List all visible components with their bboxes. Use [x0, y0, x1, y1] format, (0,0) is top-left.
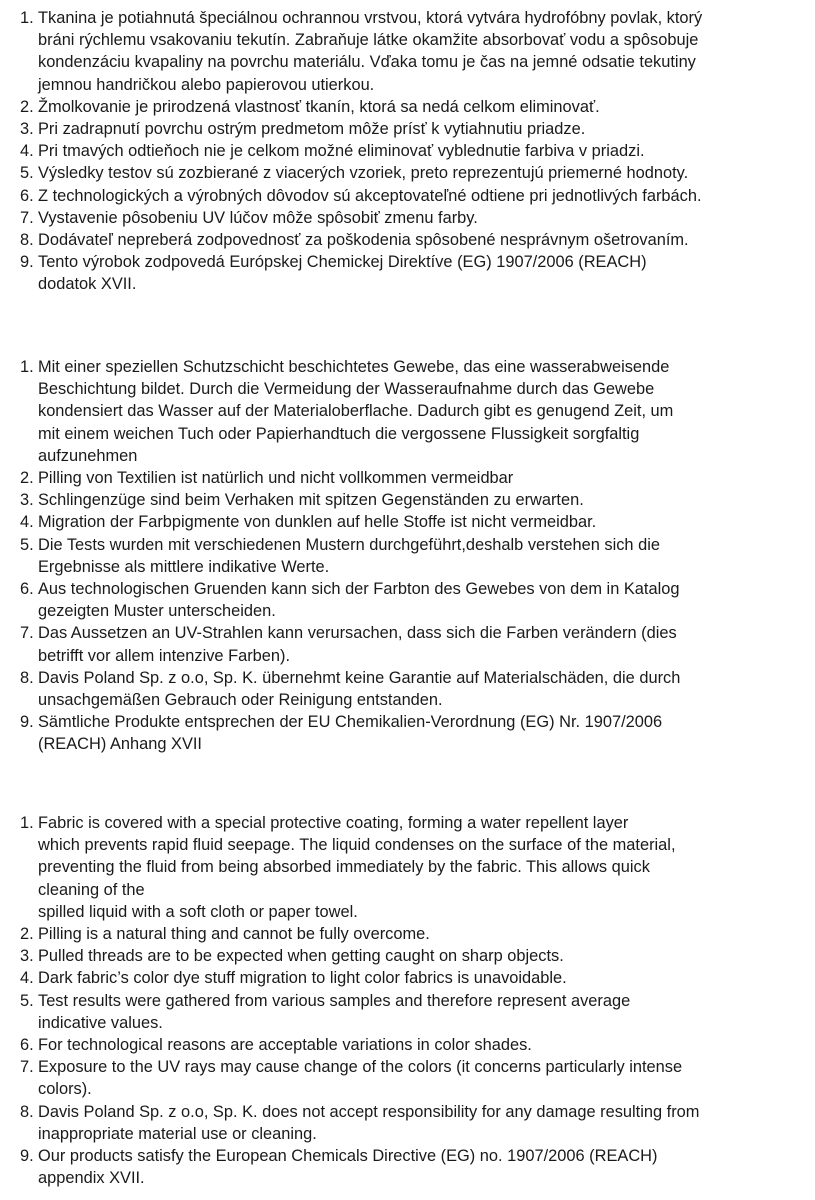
item-text-line: cleaning of the	[38, 880, 145, 899]
item-text	[38, 511, 815, 533]
item-text	[38, 1034, 815, 1056]
item-number: 6.	[20, 580, 34, 599]
list-item	[0, 1145, 815, 1189]
item-text-line: Schlingenzüge sind beim Verhaken mit spitzen Gegenständen zu erwarten.	[38, 491, 584, 510]
english-section	[0, 812, 815, 1189]
item-text-line: Pilling von Textilien ist natürlich und nicht vollkommen vermeidbar	[38, 469, 514, 488]
item-number: 1.	[20, 9, 34, 27]
item-text	[38, 185, 815, 207]
list-item	[0, 356, 815, 467]
item-text-line: Dodávateľ nepreberá zodpovednosť za poškodenia spôsobené nesprávnym ošetrovaním.	[38, 231, 689, 250]
item-text-line: Mit einer speziellen Schutzschicht beschichtetes Gewebe, das eine wasserabweisende	[38, 358, 670, 376]
item-number: 5.	[20, 535, 34, 554]
item-text-line: Dark fabric’s color dye stuff migration to light color fabrics is unavoidable.	[38, 969, 567, 988]
list-item	[0, 1101, 815, 1145]
item-text-line: inappropriate material use or cleaning.	[38, 1124, 317, 1143]
list-item	[0, 967, 815, 989]
item-number: 3.	[20, 491, 34, 510]
slovak-section	[0, 7, 815, 296]
item-number: 3.	[20, 120, 34, 139]
item-text	[38, 534, 815, 578]
item-number: 9.	[20, 713, 34, 732]
item-text	[38, 711, 815, 755]
item-text-line: preventing the fluid from being absorbed immediately by the fabric. This allows quick	[38, 858, 650, 877]
list-item	[0, 140, 815, 162]
item-text-line: Vystavenie pôsobeniu UV lúčov môže spôsobiť zmenu farby.	[38, 208, 478, 227]
item-text-line: Davis Poland Sp. z o.o, Sp. K. does not accept responsibility for any damage resulting from	[38, 1102, 700, 1121]
list-item	[0, 622, 815, 666]
item-text-line: colors).	[38, 1080, 92, 1099]
list-item	[0, 945, 815, 967]
item-text-line: Pulled threads are to be expected when getting caught on sharp objects.	[38, 947, 564, 966]
item-text-line: Pilling is a natural thing and cannot be fully overcome.	[38, 925, 430, 944]
item-text	[38, 812, 815, 923]
item-text	[38, 990, 815, 1034]
item-text-line: Exposure to the UV rays may cause change of the colors (it concerns particularly intense	[38, 1058, 683, 1077]
list-item	[0, 667, 815, 711]
item-text-line: jemnou handričkou alebo papierovou utierkou.	[38, 75, 375, 94]
list-item	[0, 1056, 815, 1100]
item-text	[38, 923, 815, 945]
item-number: 6.	[20, 1036, 34, 1055]
item-number: 4.	[20, 142, 34, 161]
list-item	[0, 185, 815, 207]
item-text	[38, 489, 815, 511]
item-text-line: aufzunehmen	[38, 446, 138, 465]
item-text-line: Ergebnisse als mittlere indikative Werte.	[38, 557, 330, 576]
item-text-line: mit einem weichen Tuch oder Papierhandtuch die vergossene Flussigkeit sorgfaltig	[38, 424, 640, 443]
item-text	[38, 1101, 815, 1145]
list-item	[0, 467, 815, 489]
item-text-line: betrifft vor allem intenzive Farben).	[38, 646, 291, 665]
item-text	[38, 667, 815, 711]
item-text	[38, 207, 815, 229]
item-text	[38, 578, 815, 622]
item-number: 8.	[20, 1102, 34, 1121]
slovak-care-list	[0, 7, 815, 296]
item-number: 4.	[20, 513, 34, 532]
item-text	[38, 7, 815, 96]
item-text-line: Beschichtung bildet. Durch die Vermeidung der Wasseraufnahme durch das Gewebe	[38, 380, 655, 399]
item-text-line: kondensiert das Wasser auf der Materialoberflache. Dadurch gibt es genugend Zeit, um	[38, 402, 674, 421]
item-number: 4.	[20, 969, 34, 988]
item-text-line: Výsledky testov sú zozbierané z viacerých vzoriek, preto reprezentujú priemerné hodnoty.	[38, 164, 689, 183]
item-number: 1.	[20, 814, 34, 832]
list-item	[0, 534, 815, 578]
item-text	[38, 622, 815, 666]
item-text	[38, 229, 815, 251]
item-number: 7.	[20, 1058, 34, 1077]
item-text-line: Fabric is covered with a special protective coating, forming a water repellent layer	[38, 814, 629, 832]
item-text	[38, 251, 815, 295]
item-text-line: Aus technologischen Gruenden kann sich der Farbton des Gewebes von dem in Katalog	[38, 580, 680, 599]
item-number: 8.	[20, 668, 34, 687]
item-text-line: Pri tmavých odtieňoch nie je celkom možné eliminovať vyblednutie farbiva v priadzi.	[38, 142, 645, 161]
item-text-line: which prevents rapid fluid seepage. The liquid condenses on the surface of the material,	[38, 836, 676, 855]
item-text-line: spilled liquid with a soft cloth or paper towel.	[38, 902, 358, 921]
item-text-line: unsachgemäßen Gebrauch oder Reinigung entstanden.	[38, 691, 443, 710]
list-item	[0, 711, 815, 755]
list-item	[0, 229, 815, 251]
list-item	[0, 162, 815, 184]
item-text	[38, 945, 815, 967]
item-text	[38, 118, 815, 140]
item-text-line: Test results were gathered from various samples and therefore represent average	[38, 991, 631, 1010]
list-item	[0, 96, 815, 118]
item-number: 5.	[20, 991, 34, 1010]
item-text-line: Tento výrobok zodpovedá Európskej Chemickej Direktíve (EG) 1907/2006 (REACH)	[38, 253, 647, 272]
item-text	[38, 967, 815, 989]
item-text	[38, 162, 815, 184]
german-section	[0, 356, 815, 756]
list-item	[0, 990, 815, 1034]
item-text-line: Migration der Farbpigmente von dunklen auf helle Stoffe ist nicht vermeidbar.	[38, 513, 597, 532]
item-text-line: gezeigten Muster unterscheiden.	[38, 602, 276, 621]
item-text	[38, 96, 815, 118]
german-care-list	[0, 356, 815, 756]
item-number: 3.	[20, 947, 34, 966]
item-text-line: bráni rýchlemu vsakovaniu tekutín. Zabraňuje látke okamžite absorbovať vodu a spôsobuje	[38, 31, 699, 50]
item-text	[38, 467, 815, 489]
item-number: 5.	[20, 164, 34, 183]
item-number: 7.	[20, 208, 34, 227]
list-item	[0, 251, 815, 295]
item-text	[38, 356, 815, 467]
item-text-line: Tkanina je potiahnutá špeciálnou ochrannou vrstvou, ktorá vytvára hydrofóbny povlak, ktorý	[38, 9, 703, 27]
list-item	[0, 923, 815, 945]
item-text	[38, 1145, 815, 1189]
list-item	[0, 7, 815, 96]
list-item	[0, 511, 815, 533]
item-text-line: Z technologických a výrobných dôvodov sú akceptovateľné odtiene pri jednotlivých farbách.	[38, 186, 702, 205]
item-text-line: Sämtliche Produkte entsprechen der EU Chemikalien-Verordnung (EG) Nr. 1907/2006	[38, 713, 663, 732]
item-number: 2.	[20, 925, 34, 944]
item-text-line: Das Aussetzen an UV-Strahlen kann verursachen, dass sich die Farben verändern (dies	[38, 624, 677, 643]
item-number: 8.	[20, 231, 34, 250]
item-text-line: kondenzáciu kvapaliny na povrchu materiálu. Vďaka tomu je čas na jemné odsatie tekutiny	[38, 53, 696, 72]
item-number: 6.	[20, 186, 34, 205]
item-text	[38, 1056, 815, 1100]
item-text-line: Žmolkovanie je prirodzená vlastnosť tkanín, ktorá sa nedá celkom eliminovať.	[38, 97, 600, 116]
item-number: 9.	[20, 253, 34, 272]
item-number: 7.	[20, 624, 34, 643]
item-text-line: Davis Poland Sp. z o.o, Sp. K. übernehmt keine Garantie auf Materialschäden, die durch	[38, 668, 681, 687]
item-text-line: appendix XVII.	[38, 1169, 145, 1188]
item-text-line: (REACH) Anhang XVII	[38, 735, 202, 754]
list-item	[0, 1034, 815, 1056]
item-number: 1.	[20, 358, 34, 376]
list-item	[0, 207, 815, 229]
item-text-line: For technological reasons are acceptable variations in color shades.	[38, 1036, 532, 1055]
english-care-list	[0, 812, 815, 1189]
item-number: 2.	[20, 469, 34, 488]
item-text-line: Our products satisfy the European Chemicals Directive (EG) no. 1907/2006 (REACH)	[38, 1147, 658, 1166]
list-item	[0, 489, 815, 511]
item-text-line: indicative values.	[38, 1013, 163, 1032]
item-text-line: Die Tests wurden mit verschiedenen Mustern durchgeführt,deshalb verstehen sich die	[38, 535, 660, 554]
item-text	[38, 140, 815, 162]
item-text-line: dodatok XVII.	[38, 275, 137, 294]
list-item	[0, 812, 815, 923]
list-item	[0, 118, 815, 140]
item-number: 9.	[20, 1147, 34, 1166]
item-text-line: Pri zadrapnutí povrchu ostrým predmetom môže prísť k vytiahnutiu priadze.	[38, 120, 586, 139]
item-number: 2.	[20, 97, 34, 116]
list-item	[0, 578, 815, 622]
